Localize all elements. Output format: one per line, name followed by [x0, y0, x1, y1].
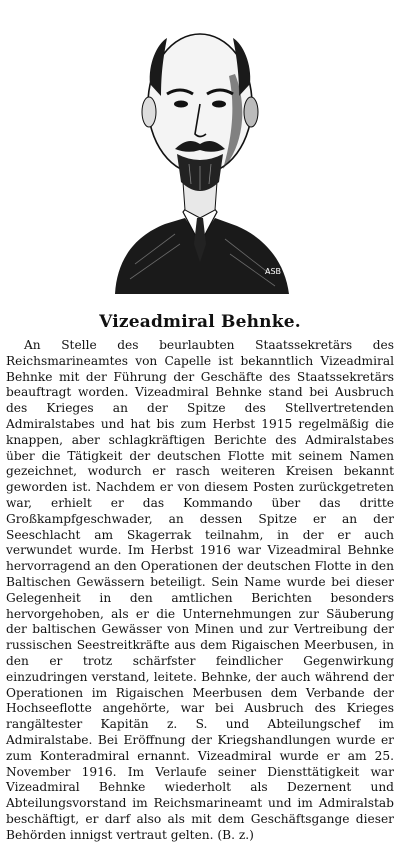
- portrait-illustration: [105, 4, 295, 294]
- portrait-drawing: [105, 4, 295, 294]
- article-text: An Stelle des beurlaubten Staatssekretärs des Reichsmarineamtes von Capelle ist bekanntlich Vizeadmiral Behnke mit der Führung der Geschäfte des Staatssekretärs beauftragt worden. Vizeadmiral Behnke stand bei Ausbruch des Krieges an der Spitze des Stellvertretenden Admiralstabes und hat bis zum Herbst 1915 regelmäßig die knappen, aber schlagkräftigen Berichte des Admiralstabes über die Tätigkeit der deutschen Flotte mit seinem Namen gezeichnet, wodurch er rasch weiteren Kreisen bekannt geworden ist. Nachdem er von diesem Posten zurückgetreten war, erhielt er das Kommando über das dritte Großkampfgeschwader, an dessen Spitze er an der Seeschlacht am Skagerrak teilnahm, in der er auch verwundet wurde. Im Herbst 1916 war Vizeadmiral Behnke hervorragend an den Operationen der deutschen Flotte in den Baltischen Gewässern beteiligt. Sein Name wurde bei dieser Gelegenheit in den amtlichen Berichten besonders hervorgehoben, als er die Unternehmungen zur Säuberung der baltischen Gewässer von Minen und zur Vertreibung der russischen Seestreitkräfte aus dem Rigaischen Meerbusen, in den er trotz schärfster feindlicher Gegenwirkung einzudringen verstand, leitete. Behnke, der auch während der Operationen im Rigaischen Meerbusen dem Verbande der Hochseeflotte angehörte, war bei Ausbruch des Krieges rangältester Kapitän z. S. und Abteilungschef im Admiralstabe. Bei Eröffnung der Kriegshandlungen wurde er zum Konteradmiral ernannt. Vizeadmiral wurde er am 25. November 1916. Im Verlaufe seiner Diensttätigkeit war Vizeadmiral Behnke wiederholt als Dezernent und Abteilungsvorstand im Reichsmarineamt und im Admiralstab beschäftigt, er darf also als mit dem Geschäftsgange dieser Behörden innigst vertraut gelten.: [6, 338, 394, 842]
- article-signature: (B. z.): [217, 827, 254, 842]
- article-body: [6, 338, 394, 844]
- artist-monogram: ASB: [265, 267, 282, 276]
- article-title: Vizeadmiral Behnke.: [99, 312, 301, 332]
